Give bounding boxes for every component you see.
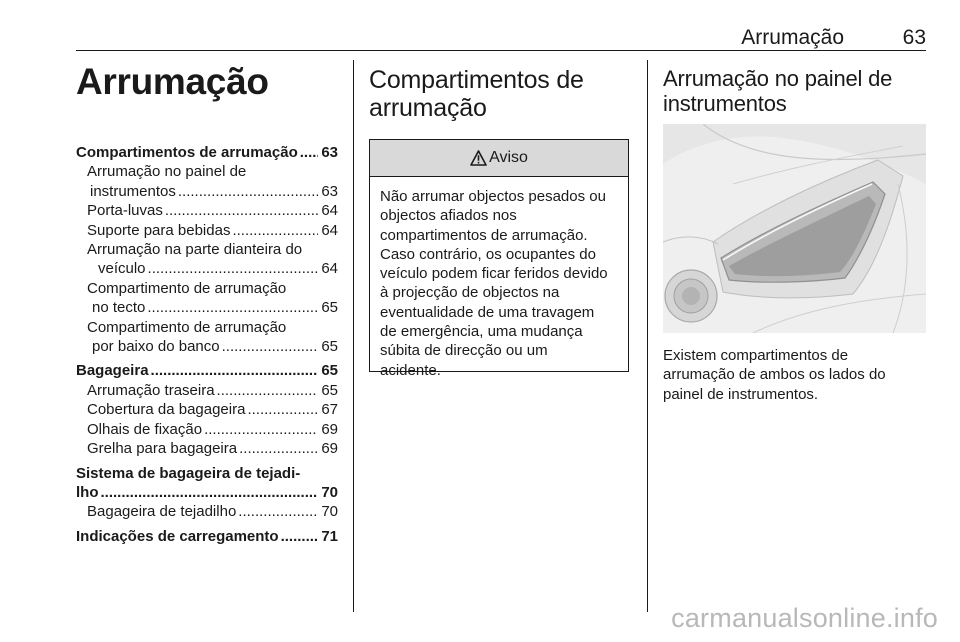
toc-entry-page: 69: [321, 440, 338, 458]
section-title: [663, 66, 926, 116]
toc-entry[interactable]: [76, 381, 338, 400]
table-of-contents: [76, 143, 338, 546]
toc-entry-label: Arrumação no painel de: [87, 163, 247, 181]
toc-entry-label: Olhais de fixação: [87, 420, 203, 438]
header-title: Arrumação: [741, 26, 844, 49]
toc-entry[interactable]: [76, 201, 338, 220]
section-title-line: arrumação: [369, 94, 487, 122]
toc-entry-label-cont: instrumentos: [90, 182, 176, 200]
toc-entry-page: 70: [321, 503, 338, 521]
toc-leader: [300, 143, 319, 162]
warning-line: Caso contrário, os ocupantes do: [380, 245, 596, 263]
section-title-line: Arrumação no painel de: [663, 66, 893, 91]
warning-line: à projecção de objectos na: [380, 284, 560, 302]
toc-leader: [151, 361, 319, 380]
toc-entry-label-cont: no tecto: [92, 299, 146, 317]
warning-triangle-icon: [470, 150, 487, 166]
body-line: arrumação de ambos os lados do: [663, 366, 886, 384]
toc-entry[interactable]: [76, 279, 338, 318]
warning-box: [369, 139, 629, 379]
toc-entry-page: 69: [321, 420, 338, 438]
toc-leader: [101, 483, 319, 502]
warning-line: de emergência, uma mudança: [380, 323, 583, 341]
toc-entry[interactable]: [76, 527, 338, 546]
page-number: 63: [902, 26, 926, 49]
section-title-line: instrumentos: [663, 91, 787, 116]
toc-entry[interactable]: [76, 221, 338, 240]
toc-entry-page: 67: [321, 401, 338, 419]
warning-line: veículo podem ficar feridos devido: [380, 265, 608, 283]
toc-leader: [165, 201, 318, 220]
toc-entry-label: Compartimento de arrumação: [87, 318, 287, 336]
toc-entry[interactable]: [76, 502, 338, 521]
toc-entry-label: Sistema de bagageira de tejadi-: [76, 464, 301, 482]
toc-entry-label: Cobertura da bagageira: [87, 401, 246, 419]
toc-entry[interactable]: [76, 162, 338, 201]
toc-entry-page: 63: [321, 182, 338, 200]
toc-entry-label-cont: por baixo do banco: [92, 338, 220, 356]
warning-line: compartimentos de arrumação.: [380, 226, 588, 244]
toc-entry-page: 65: [321, 338, 338, 356]
toc-entry-label: Indicações de carregamento: [76, 527, 279, 545]
toc-leader: [148, 259, 319, 278]
warning-header: [370, 140, 628, 177]
body-line: painel de instrumentos.: [663, 385, 819, 403]
toc-leader: [178, 182, 318, 201]
chapter-column: [76, 60, 338, 104]
instrument-panel-storage-illustration: [663, 124, 926, 333]
header-rule: [76, 50, 926, 51]
toc-entry-page: 63: [321, 144, 338, 161]
toc-entry-page: 65: [321, 362, 338, 380]
warning-text: [370, 177, 628, 380]
warning-line: acidente.: [380, 361, 441, 379]
chapter-title: Arrumação: [76, 61, 269, 102]
toc-leader: [232, 221, 318, 240]
column-divider: [647, 60, 648, 612]
toc-entry[interactable]: [76, 420, 338, 439]
section-storage-compartments: [369, 66, 631, 122]
section-body-text: [663, 346, 926, 404]
toc-entry-label: Compartimentos de arrumação: [76, 144, 298, 161]
toc-leader: [222, 337, 319, 356]
toc-leader: [247, 400, 318, 419]
toc-entry-page: 65: [321, 381, 338, 399]
toc-entry-page: 64: [321, 202, 338, 220]
warning-title: Aviso: [489, 149, 528, 166]
toc-entry-page: 70: [321, 483, 338, 501]
section-title: [369, 66, 631, 122]
toc-entry-label: Arrumação na parte dianteira do: [87, 241, 303, 259]
toc-entry-label: Suporte para bebidas: [87, 221, 231, 239]
toc-leader: [204, 420, 318, 439]
toc-leader: [147, 298, 318, 317]
toc-entry-page: 64: [321, 260, 338, 278]
toc-leader: [239, 439, 318, 458]
toc-entry[interactable]: [76, 464, 338, 503]
section-title-line: Compartimentos de: [369, 66, 584, 94]
toc-entry[interactable]: [76, 361, 338, 380]
section-instrument-panel-storage: [663, 66, 926, 116]
toc-leader: [281, 527, 319, 546]
toc-entry-label: Arrumação traseira: [87, 381, 215, 399]
toc-entry-page: 71: [321, 527, 338, 545]
toc-leader: [238, 502, 318, 521]
warning-line: objectos afiados nos: [380, 207, 517, 225]
toc-entry-label: Porta-luvas: [87, 202, 163, 220]
toc-entry-page: 64: [321, 221, 338, 239]
warning-line: eventualidade de uma travagem: [380, 303, 595, 321]
toc-entry[interactable]: [76, 400, 338, 419]
toc-entry-label: Bagageira: [76, 362, 149, 380]
body-line: Existem compartimentos de: [663, 347, 849, 364]
toc-entry-label: Compartimento de arrumação: [87, 279, 287, 297]
running-header: [76, 24, 926, 50]
toc-entry-page: 65: [321, 299, 338, 317]
warning-line: súbita de direcção ou um: [380, 342, 548, 360]
toc-entry[interactable]: [76, 439, 338, 458]
toc-entry[interactable]: [76, 318, 338, 357]
toc-entry-label-cont: veículo: [98, 260, 146, 278]
toc-leader: [217, 381, 319, 400]
warning-line: Não arrumar objectos pesados ou: [380, 188, 606, 205]
column-divider: [353, 60, 354, 612]
toc-entry[interactable]: [76, 143, 338, 162]
toc-entry-label-cont: lho: [76, 483, 99, 501]
toc-entry-label: Bagageira de tejadilho: [87, 503, 237, 521]
toc-entry[interactable]: [76, 240, 338, 279]
toc-entry-label: Grelha para bagageira: [87, 440, 238, 458]
site-watermark: carmanualsonline.info: [671, 603, 938, 633]
